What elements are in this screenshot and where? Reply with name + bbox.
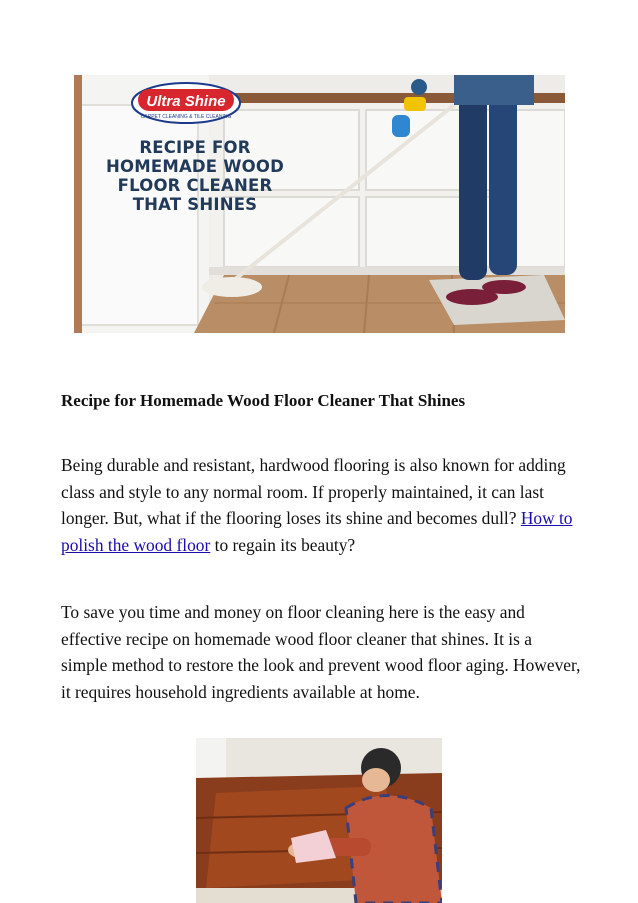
paragraph-recipe-intro: To save you time and money on floor cleaning here is the easy and effective recipe on homemade wood floor cleaner that shines. It is a simple method to restore the look and prevent wood floor aging. However, it requires household ingredients available at home. bbox=[61, 602, 581, 702]
paragraph-intro-text: Being durable and resistant, hardwood flooring is also known for adding class and style to any normal room. If properly maintained, it can last longer. But, what if the flooring loses its shine and becomes dull? bbox=[61, 455, 566, 528]
ultra-shine-logo bbox=[132, 83, 240, 123]
hero-title bbox=[82, 138, 308, 214]
floor-polishing-photo bbox=[196, 738, 442, 903]
article-heading: Recipe for Homemade Wood Floor Cleaner That Shines bbox=[61, 391, 466, 410]
svg-text:Ultra Shine: Ultra Shine bbox=[146, 93, 226, 110]
hero-title-line: RECIPE FOR bbox=[139, 138, 251, 157]
paragraph-intro-tail: to regain its beauty? bbox=[210, 534, 356, 555]
hero-title-line: THAT SHINES bbox=[132, 195, 258, 214]
svg-text:CARPET CLEANING & TILE CLEANIN: CARPET CLEANING & TILE CLEANING bbox=[140, 114, 232, 120]
paragraph-intro bbox=[61, 452, 581, 558]
polish-wood-floor-link[interactable]: How to polish the wood floor bbox=[61, 508, 573, 555]
hero-image bbox=[74, 75, 565, 333]
man-cleaning-floor-illustration bbox=[196, 738, 442, 903]
hero-title-line: FLOOR CLEANER bbox=[117, 176, 273, 195]
hero-title-line: HOMEMADE WOOD bbox=[106, 157, 284, 176]
